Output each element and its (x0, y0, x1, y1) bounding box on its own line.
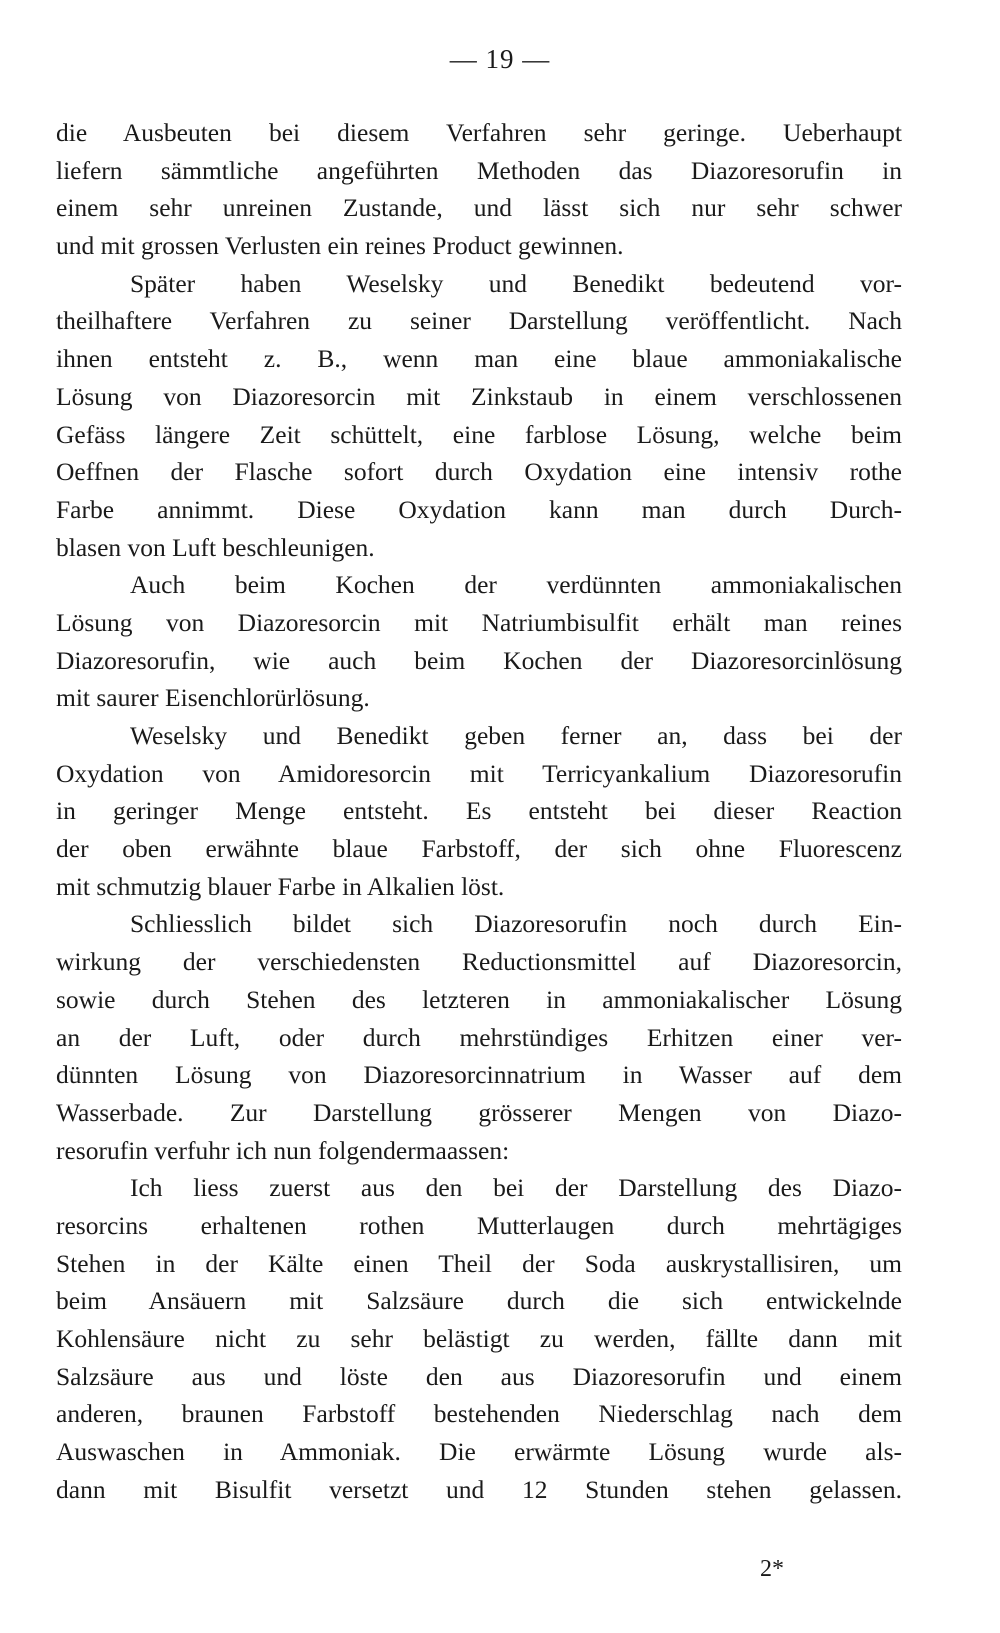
text-line: blasen von Luft beschleunigen. (56, 532, 375, 562)
text-line: der oben erwähnte blaue Farbstoff, der sich ohne Fluorescenz (56, 834, 902, 864)
text-line: einem sehr unreinen Zustande, und lässt sich nur sehr schwer (56, 193, 902, 223)
text-line: Auch beim Kochen der verdünnten ammoniakalischen (130, 570, 902, 600)
text-line: Stehen in der Kälte einen Theil der Soda auskrystallisiren, um (56, 1248, 902, 1278)
paragraph (56, 717, 902, 905)
text-line: Ich liess zuerst aus den bei der Darstellung des Diazo- (130, 1173, 902, 1203)
text-line: die Ausbeuten bei diesem Verfahren sehr geringe. Ueberhaupt (56, 118, 902, 147)
text-line: Kohlensäure nicht zu sehr belästigt zu werden, fällte dann mit (56, 1324, 902, 1353)
text-line: an der Luft, oder durch mehrstündiges Erhitzen einer ver- (56, 1022, 902, 1052)
text-line: und mit grossen Verlusten ein reines Product gewinnen. (56, 231, 624, 261)
body-text (56, 114, 902, 1508)
text-line: Weselsky und Benedikt geben ferner an, dass bei der (130, 721, 902, 750)
text-line: mit saurer Eisenchlorürlösung. (56, 683, 370, 713)
text-line: Oeffnen der Flasche sofort durch Oxydation eine intensiv rothe (56, 457, 902, 487)
printer-signature-mark: 2* (760, 1556, 784, 1582)
text-line: Schliesslich bildet sich Diazoresorufin noch durch Ein- (130, 909, 902, 939)
paragraph (56, 265, 902, 567)
text-line: Salzsäure aus und löste den aus Diazoresorufin und einem (56, 1361, 902, 1391)
text-line: Auswaschen in Ammoniak. Die erwärmte Lösung wurde als- (56, 1437, 902, 1467)
text-line: anderen, braunen Farbstoff bestehenden Niederschlag nach dem (56, 1399, 902, 1429)
text-line: dünnten Lösung von Diazoresorcinnatrium in Wasser auf dem (56, 1060, 902, 1090)
text-line: theilhaftere Verfahren zu seiner Darstellung veröffentlicht. Nach (56, 306, 902, 336)
text-line: Lösung von Diazoresorcin mit Zinkstaub in einem verschlossenen (56, 381, 902, 411)
page-number: — 19 — (449, 44, 551, 74)
text-line: beim Ansäuern mit Salzsäure durch die sich entwickelnde (56, 1286, 902, 1316)
paragraph (56, 905, 902, 1169)
text-line: Später haben Weselsky und Benedikt bedeutend vor- (130, 268, 902, 298)
text-line: in geringer Menge entsteht. Es entsteht bei dieser Reaction (56, 796, 902, 826)
text-line: ihnen entsteht z. B., wenn man eine blaue ammoniakalische (56, 344, 902, 374)
text-line: Diazoresorufin, wie auch beim Kochen der Diazoresorcinlösung (56, 645, 902, 675)
text-line: Oxydation von Amidoresorcin mit Terricyankalium Diazoresorufin (56, 758, 902, 788)
paragraph (56, 114, 902, 265)
text-line: dann mit Bisulfit versetzt und 12 Stunden stehen gelassen. (56, 1474, 902, 1504)
text-line: resorcins erhaltenen rothen Mutterlaugen durch mehrtägiges (56, 1210, 902, 1240)
text-line: wirkung der verschiedensten Reductionsmittel auf Diazoresorcin, (56, 947, 902, 977)
text-line: mit schmutzig blauer Farbe in Alkalien löst. (56, 871, 505, 901)
paragraph (56, 566, 902, 717)
text-line: Wasserbade. Zur Darstellung grösserer Mengen von Diazo- (56, 1097, 902, 1127)
paragraph (56, 1169, 902, 1508)
text-line: Farbe annimmt. Diese Oxydation kann man durch Durch- (56, 494, 902, 524)
text-line: Gefäss längere Zeit schüttelt, eine farblose Lösung, welche beim (56, 419, 902, 449)
text-line: resorufin verfuhr ich nun folgendermaassen: (56, 1135, 510, 1165)
text-line: liefern sämmtliche angeführten Methoden das Diazoresorufin in (56, 155, 902, 185)
text-line: Lösung von Diazoresorcin mit Natriumbisulfit erhält man reines (56, 607, 902, 637)
text-line: sowie durch Stehen des letzteren in ammoniakalischer Lösung (56, 984, 902, 1014)
